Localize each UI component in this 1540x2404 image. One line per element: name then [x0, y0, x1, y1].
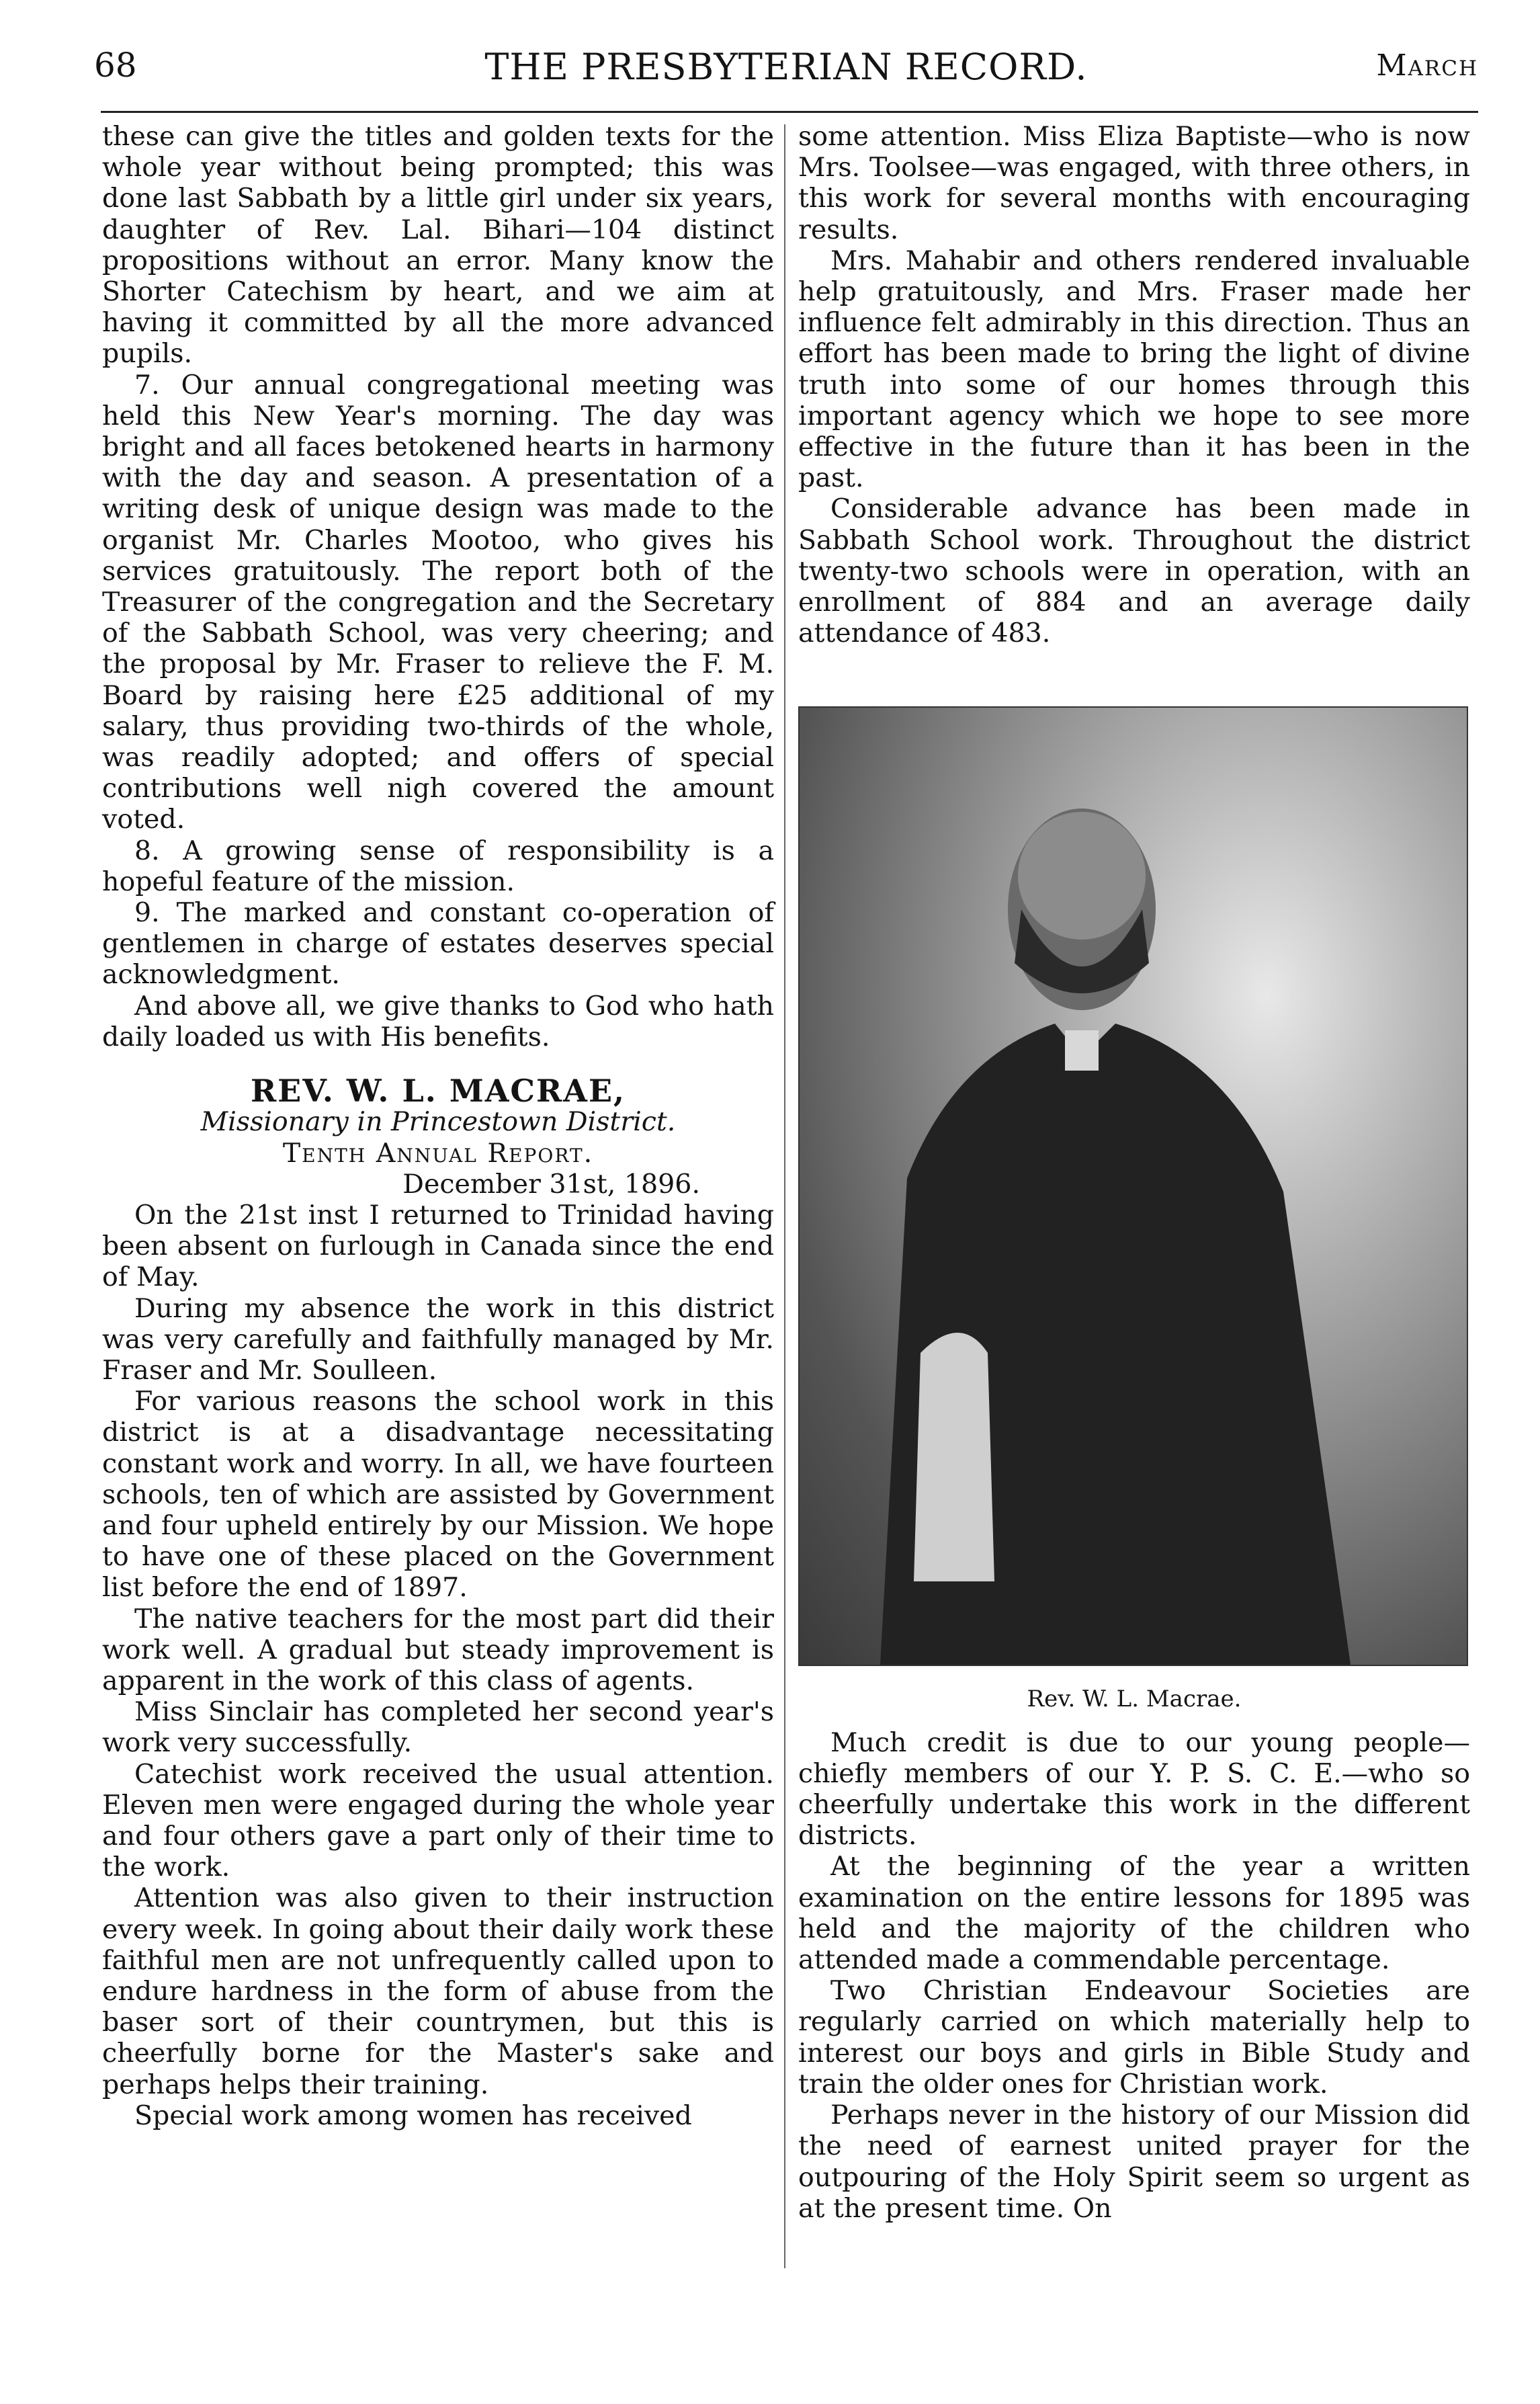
paragraph: 8. A growing sense of responsibility is a hopeful feature of the mission. — [102, 835, 774, 897]
article-heading: REV. W. L. MACRAE, — [250, 1073, 626, 1110]
article-subheading: Missionary in Princestown District. — [200, 1106, 676, 1138]
paragraph: Considerable advance has been made in Sabbath School work. Throughout the district twenty-two schools were in operation, with an enrollment of 884 and an average daily attendance of 483. — [798, 493, 1470, 649]
paragraph: Mrs. Mahabir and others rendered invaluable help gratuitously, and Mrs. Fraser made her influence felt admirably in this direction. Thus an effort has been made to bring the light of divine truth into some of our homes through this important agency which we hope to see more effective in the future than it has been in the past. — [798, 245, 1470, 494]
paragraph: Much credit is due to our young people—chiefly members of our Y. P. S. C. E.—who so cheerfully undertake this work in the different districts. — [798, 1727, 1470, 1852]
paragraph: The native teachers for the most part did their work well. A gradual but steady improvement is apparent in the work of this class of agents. — [102, 1603, 774, 1696]
paragraph: Two Christian Endeavour Societies are regularly carried on which materially help to interest our boys and girls in Bible Study and train the older ones for Christian work. — [798, 1975, 1470, 2100]
paragraph: During my absence the work in this district was very carefully and faithfully managed by Mr. Fraser and Mr. Soulleen. — [102, 1292, 774, 1386]
left-column — [102, 121, 774, 2131]
paragraph: Catechist work received the usual attention. Eleven men were engaged during the whole year and four others gave a part only of their time to the work. — [102, 1758, 774, 1883]
paragraph: On the 21st inst I returned to Trinidad having been absent on furlough in Canada since the end of May. — [102, 1199, 774, 1293]
paragraph: Special work among women has received — [134, 2100, 692, 2131]
paragraph: For various reasons the school work in this district is at a disadvantage necessitating constant work and worry. In all, we have fourteen schools, ten of which are assisted by Government and four upheld entirely by our Mission. We hope to have one of these placed on the Government list before the end of 1897. — [102, 1386, 774, 1604]
photo-caption: Rev. W. L. Macrae. — [1027, 1686, 1242, 1713]
header-rule — [101, 111, 1478, 113]
paragraph: these can give the titles and golden texts for the whole year without being prompted; this was done last Sabbath by a little girl under six years, daughter of Rev. Lal. Bihari—104 distinct propositions without an error. Many know the Shorter Catechism by heart, and we aim at having it committed by all the more advanced pupils. — [102, 121, 774, 370]
issue-month: March — [1376, 48, 1478, 83]
right-column — [798, 121, 1470, 2224]
portrait-illustration — [800, 708, 1467, 1665]
article-report-label: Tenth Annual Report. — [282, 1137, 594, 1169]
paragraph: Attention was also given to their instruction every week. In going about their daily work these faithful men are not unfrequently called upon to endure hardness in the form of abuse from the baser sort of their countrymen, but this is cheerfully borne for the Master's sake and perhaps helps their training. — [102, 1882, 774, 2100]
page-header — [94, 46, 1478, 99]
paragraph: 7. Our annual congregational meeting was held this New Year's morning. The day was bright and all faces betokened hearts in harmony with the day and season. A presentation of a writing desk of unique design was made to the organist Mr. Charles Mootoo, who gives his services gratuitously. The report both of the Treasurer of the congregation and the Secretary of the Sabbath School, was very cheering; and the proposal by Mr. Fraser to relieve the F. M. Board by raising here £25 additional of my salary, thus providing two-thirds of the whole, was readily adopted; and offers of special contributions well nigh covered the amount voted. — [102, 369, 774, 835]
paragraph: At the beginning of the year a written examination on the entire lessons for 1895 was held and the majority of the children who attended made a commendable percentage. — [798, 1851, 1470, 1976]
column-divider — [784, 124, 785, 2268]
paragraph: 9. The marked and constant co-operation of gentlemen in charge of estates deserves special acknowledgment. — [102, 897, 774, 991]
paragraph: Miss Sinclair has completed her second year's work very successfully. — [102, 1696, 774, 1759]
journal-title: THE PRESBYTERIAN RECORD. — [484, 46, 1088, 88]
page-number: 68 — [94, 46, 137, 85]
paragraph: some attention. Miss Eliza Baptiste—who is now Mrs. Toolsee—was engaged, with three others, in this work for several months with encouraging results. — [798, 121, 1470, 245]
portrait-photo — [798, 706, 1468, 1666]
article-date: December 31st, 1896. — [402, 1168, 700, 1200]
paragraph: And above all, we give thanks to God who hath daily loaded us with His benefits. — [102, 990, 774, 1052]
paragraph: Perhaps never in the history of our Mission did the need of earnest united prayer for the outpouring of the Holy Spirit seem so urgent as at the present time. On — [798, 2100, 1470, 2224]
